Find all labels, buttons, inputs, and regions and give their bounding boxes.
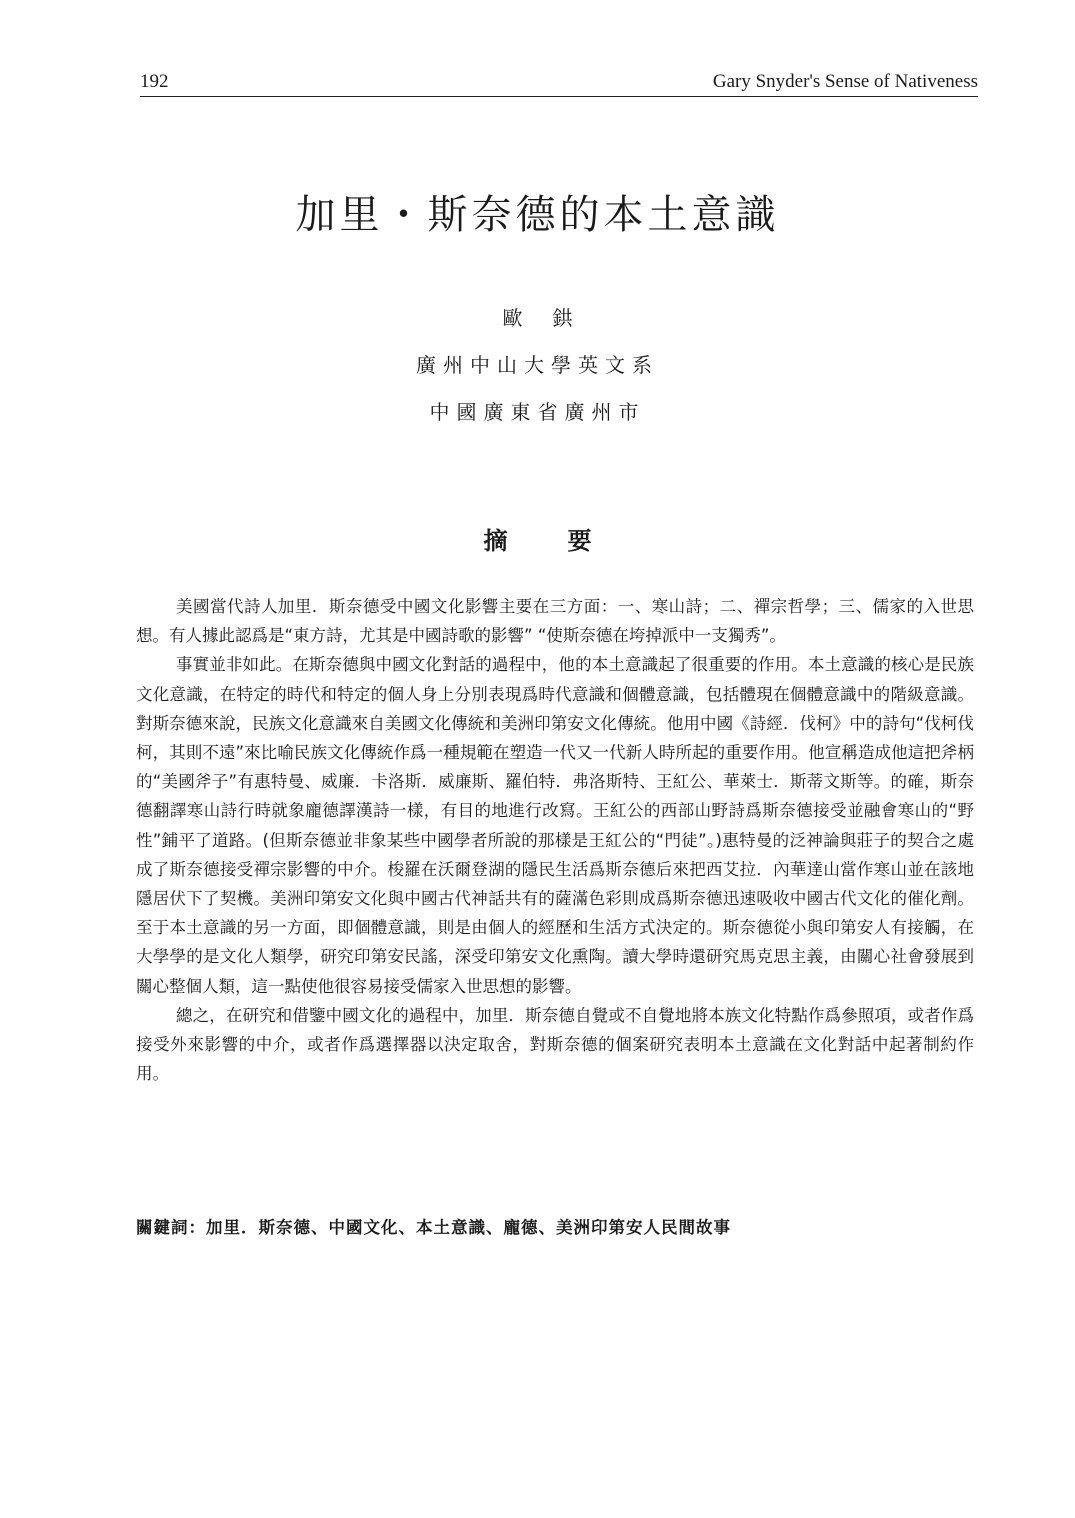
running-title: Gary Snyder's Sense of Nativeness (712, 71, 978, 92)
author-location: 中國廣東省廣州市 (429, 400, 646, 424)
running-header (140, 70, 978, 97)
author-name: 歐鉷 (502, 306, 603, 330)
page-number: 192 (140, 71, 169, 92)
author-affiliation: 廣州中山大學英文系 (416, 353, 659, 377)
abstract-paragraph-2: 事實並非如此。在斯奈德與中國文化對話的過程中，他的本土意識起了很重要的作用。本土意識的核心是民族文化意識，在特定的時代和特定的個人身上分別表現爲時代意識和個體意識，包括體現在個體意識中的階級意識。對斯奈德來說，民族文化意識來自美國文化傳統和美洲印第安文化傳統。他用中國《詩經．伐柯》中的詩句“伐柯伐柯，其則不遠”來比喻民族文化傳統作爲一種規範在塑造一代又一代新人時所起的重要作用。他宣稱造成他這把斧柄的“美國斧子”有惠特曼、威廉．卡洛斯．威廉斯、羅伯特．弗洛斯特、王紅公、華萊士．斯蒂文斯等。的確，斯奈德翻譯寒山詩行時就象龐德譯漢詩一樣，有目的地進行改寫。王紅公的西部山野詩爲斯奈德接受並融會寒山的“野性”鋪平了道路。(但斯奈德並非象某些中國學者所說的那樣是王紅公的“門徒”。)惠特曼的泛神論與莊子的契合之處成了斯奈德接受禪宗影響的中介。梭羅在沃爾登湖的隱民生活爲斯奈德后來把西艾拉．內華達山當作寒山並在該地隱居伏下了契機。美洲印第安文化與中國古代神話共有的薩滿色彩則成爲斯奈德迅速吸收中國古代文化的催化劑。至于本土意識的另一方面，即個體意識，則是由個人的經歷和生活方式決定的。斯奈德從小與印第安人有接觸，在大學學的是文化人類學，研究印第安民謠，深受印第安文化熏陶。讀大學時還研究馬克思主義，由關心社會發展到關心整個人類，這一點使他很容易接受儒家入世思想的影響。 (136, 655, 974, 996)
keywords-line: 關鍵詞：加里．斯奈德、中國文化、本土意識、龐德、美洲印第安人民間故事 (136, 1218, 731, 1237)
abstract-heading: 摘要 (483, 527, 652, 555)
abstract-paragraph-1: 美國當代詩人加里．斯奈德受中國文化影響主要在三方面：一、寒山詩；二、禪宗哲學；三、儒家的入世思想。有人據此認爲是“東方詩，尤其是中國詩歌的影響” “使斯奈德在垮掉派中一支獨秀”。 (136, 597, 974, 646)
article-title: 加里・斯奈德的本土意識 (295, 192, 780, 238)
abstract-body (136, 592, 974, 1088)
abstract-paragraph-3: 總之，在研究和借鑒中國文化的過程中，加里．斯奈德自覺或不自覺地將本族文化特點作爲參照項，或者作爲接受外來影響的中介，或者作爲選擇器以決定取舍，對斯奈德的個案研究表明本土意識在文化對話中起著制約作用。 (136, 1005, 974, 1084)
